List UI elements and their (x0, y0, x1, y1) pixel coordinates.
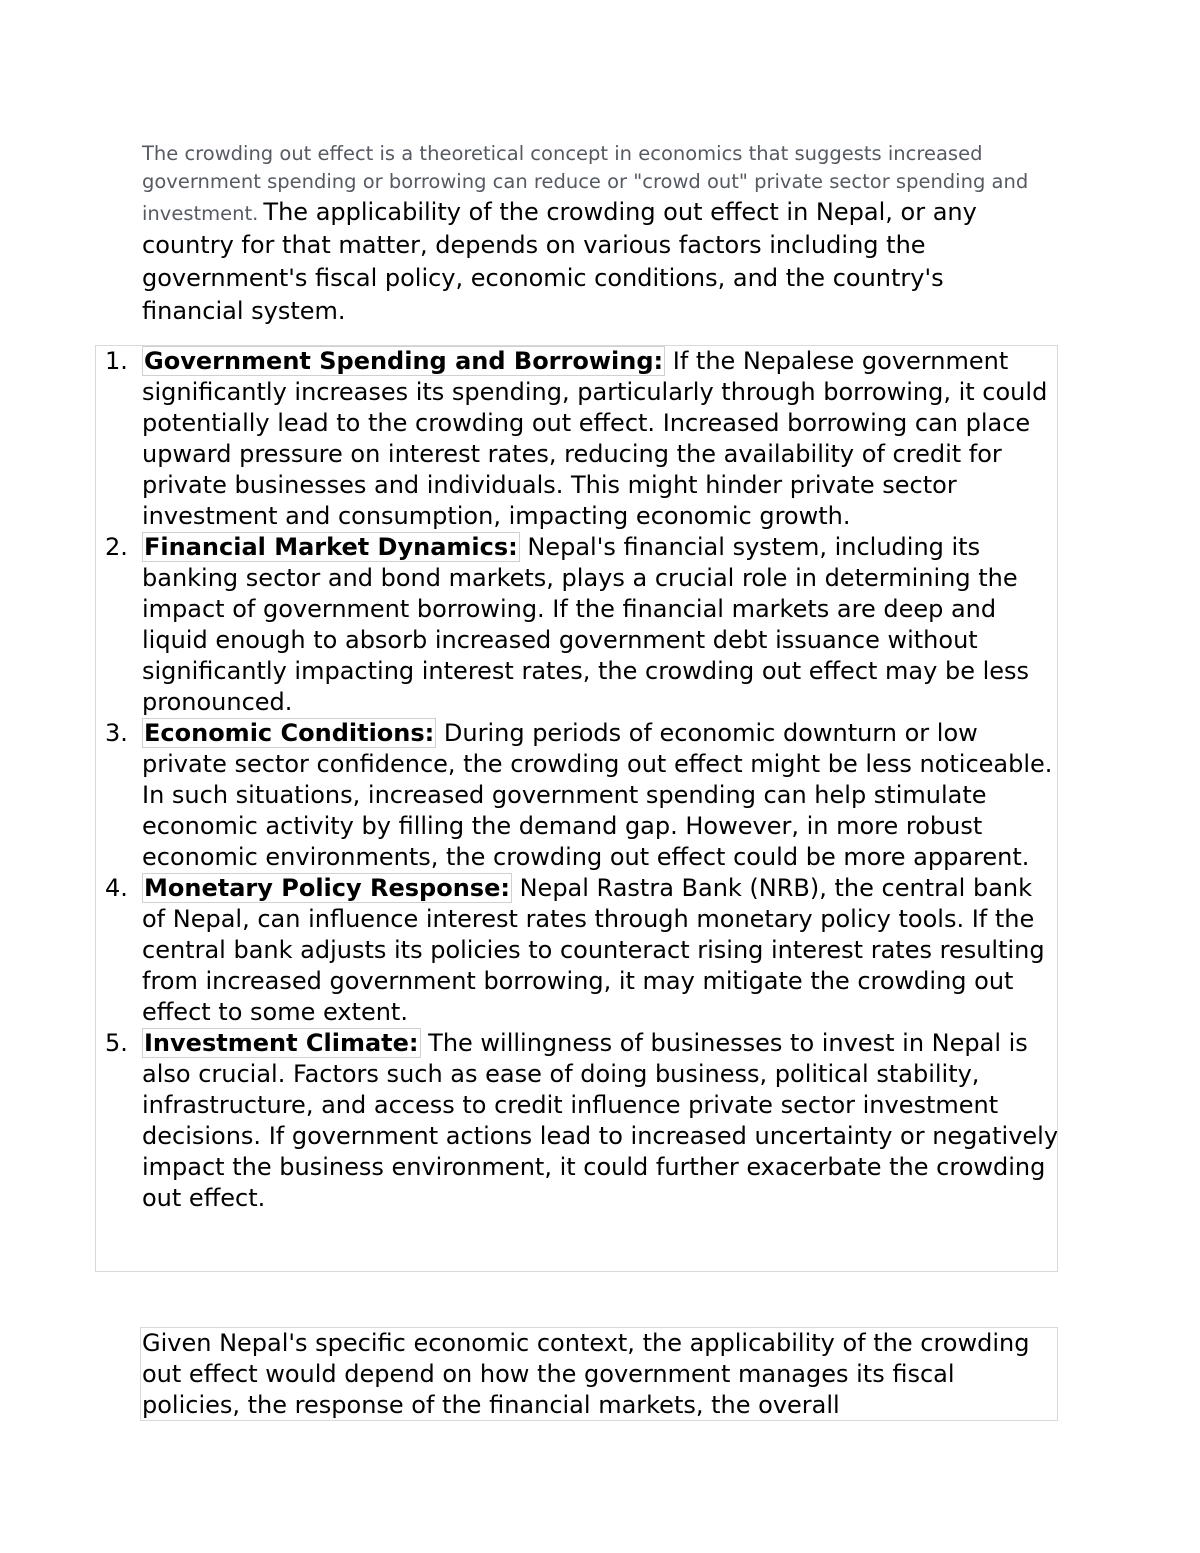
closing-paragraph: Given Nepal's specific economic context, the applicability of the crowding out effect would depend on how the government manages its fiscal policies, the response of the financial markets, the overall (140, 1327, 1058, 1421)
list-number: 4. (105, 874, 128, 902)
list-item-text: Nepal Rastra Bank (NRB), the central bank of Nepal, can influence interest rates through monetary policy tools. If the central bank adjusts its policies to counteract rising interest rates resulting from increased government borrowing, it may mitigate the crowding out effect to some extent. (142, 874, 1045, 1026)
list-item-text: During periods of economic downturn or low private sector confidence, the crowding out effect might be less noticeable. In such situations, increased government spending can help stimulate economic activity by filling the demand gap. However, in more robust economic environments, the crowding out effect could be more apparent. (142, 719, 1053, 871)
list-item (96, 532, 1060, 718)
list-item (96, 718, 1060, 873)
list-item (96, 346, 1060, 532)
list-number: 3. (105, 719, 128, 747)
list-item (96, 873, 1060, 1028)
intro-lead-text: The crowding out effect is a theoretical concept in economics that suggests increased government spending or borrowing can reduce or "crowd out" private sector spending and investment. (142, 142, 1029, 225)
list-item-term: Monetary Policy Response: (144, 874, 510, 902)
list-item-term: Government Spending and Borrowing: (144, 347, 664, 375)
list-item-term: Financial Market Dynamics: (144, 533, 518, 561)
list-item (96, 1028, 1060, 1214)
list-number: 2. (105, 533, 128, 561)
list-item-text: Nepal's financial system, including its banking sector and bond markets, plays a crucial role in determining the impact of government borrowing. If the financial markets are deep and liquid enough to absorb increased government debt issuance without significantly impacting interest rates, the crowding out effect may be less pronounced. (142, 533, 1030, 716)
list-item-term: Investment Climate: (144, 1029, 419, 1057)
factors-list-box (95, 345, 1058, 1272)
intro-paragraph (142, 140, 1042, 328)
intro-main-text: The applicability of the crowding out effect in Nepal, or any country for that matter, depends on various factors including the government's fiscal policy, economic conditions, and the country's financial system. (142, 198, 977, 325)
list-number: 1. (105, 347, 128, 375)
list-item-text: The willingness of businesses to invest in Nepal is also crucial. Factors such as ease of doing business, political stability, infrastructure, and access to credit influence private sector investment decisions. If government actions lead to increased uncertainty or negatively impact the business environment, it could further exacerbate the crowding out effect. (142, 1029, 1059, 1212)
list-item-text: If the Nepalese government significantly increases its spending, particularly through borrowing, it could potentially lead to the crowding out effect. Increased borrowing can place upward pressure on interest rates, reducing the availability of credit for private businesses and individuals. This might hinder private sector investment and consumption, impacting economic growth. (142, 347, 1048, 530)
list-number: 5. (105, 1029, 128, 1057)
list-item-term: Economic Conditions: (144, 719, 435, 747)
factors-list (96, 346, 1060, 1214)
